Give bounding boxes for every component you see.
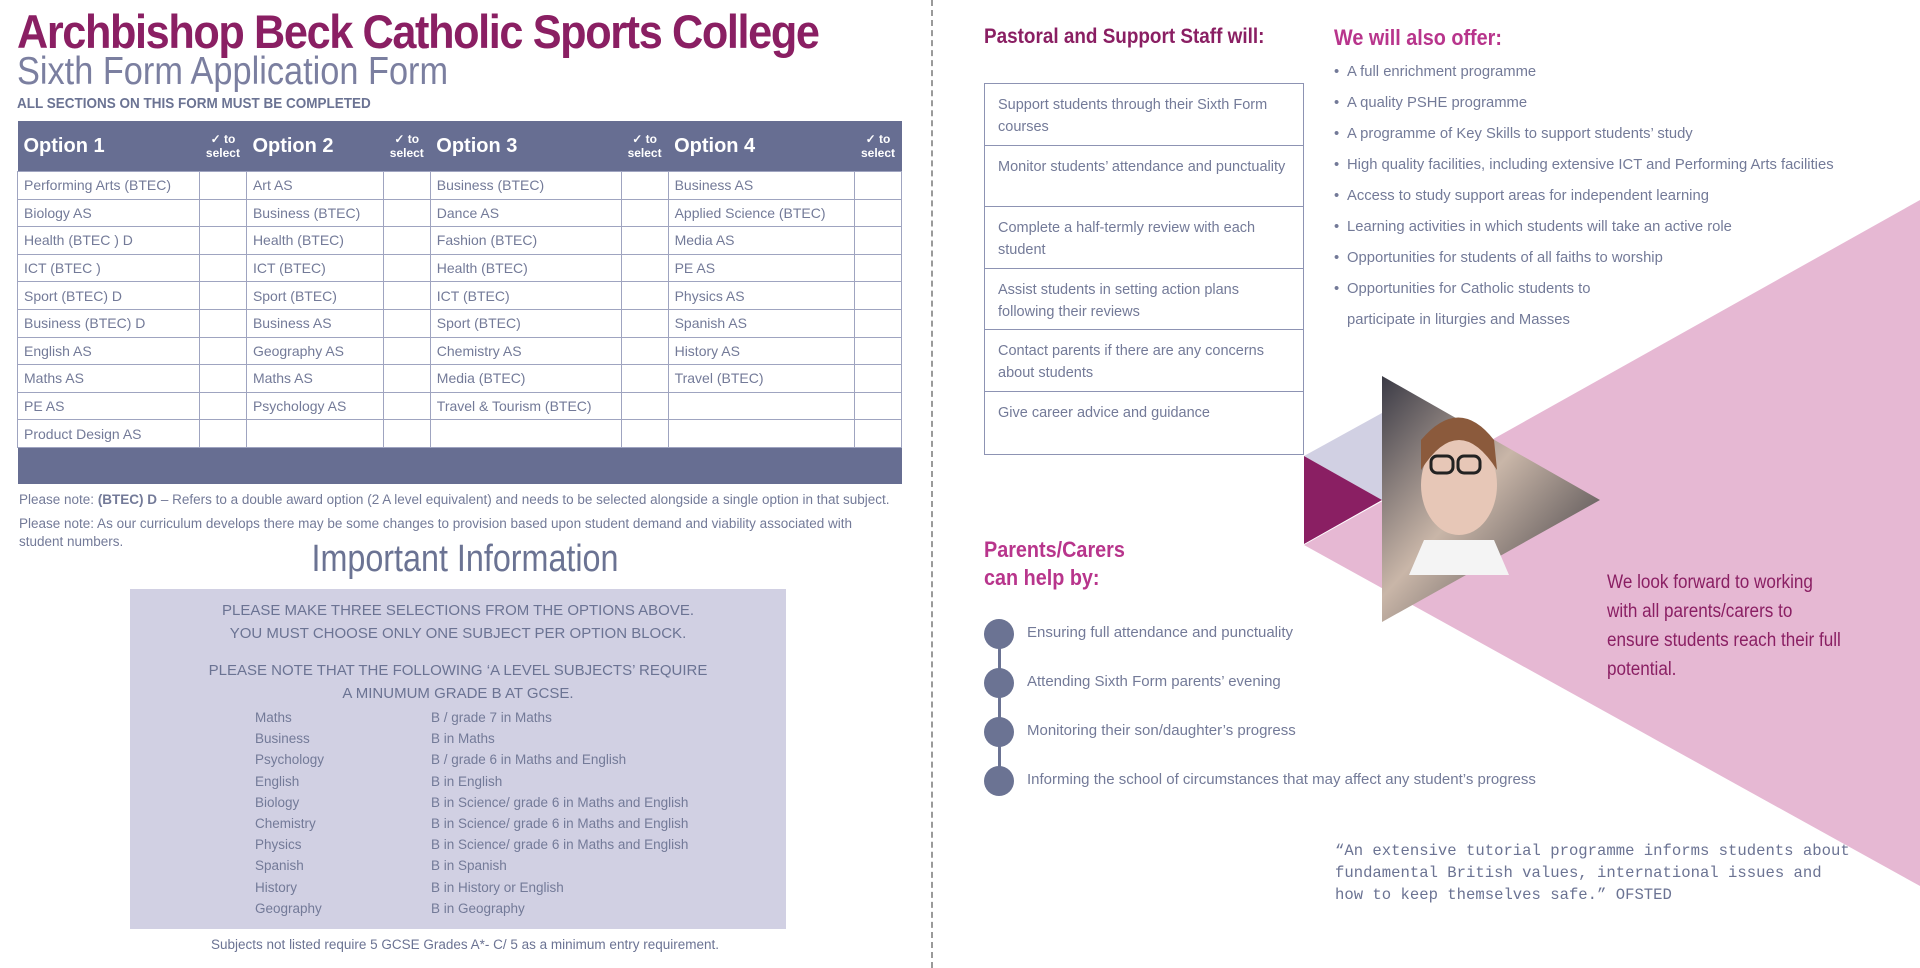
requirement-subject: Chemistry: [255, 815, 316, 831]
requirement-subject: Spanish: [255, 858, 304, 874]
important-line-4: A MINUMUM GRADE B AT GCSE.: [342, 685, 574, 702]
bullet-icon: •: [1334, 64, 1340, 80]
requirement-subject: History: [255, 879, 298, 895]
requirement-grade: B in Geography: [431, 900, 525, 916]
option-1-subject: Biology AS: [18, 199, 200, 227]
option-2-tick-box[interactable]: [383, 172, 430, 200]
offer-item-text: Learning activities in which students will take an active role: [1347, 219, 1732, 235]
option-3-tick-box[interactable]: [621, 365, 668, 393]
option-2-tick-box[interactable]: [383, 365, 430, 393]
option-2-subject: ICT (BTEC): [246, 254, 383, 282]
options-table: [17, 121, 902, 484]
important-info-heading: Important Information: [311, 538, 619, 580]
option-2-tick-box[interactable]: [383, 309, 430, 337]
requirement-subject: Business: [255, 731, 310, 747]
offer-item: [1334, 91, 1834, 122]
options-row: [18, 254, 902, 282]
option-3-tick-box[interactable]: [621, 309, 668, 337]
requirement-row: [255, 707, 688, 728]
option-1-tick-box[interactable]: [199, 172, 246, 200]
offer-item-text: participate in liturgies and Masses: [1347, 312, 1570, 328]
parents-heading-line-2: can help by:: [984, 565, 1100, 590]
important-info-box: [130, 589, 786, 929]
pastoral-item: Assist students in setting action plans following their reviews: [985, 269, 1303, 331]
option-2-tick-box[interactable]: [383, 392, 430, 420]
requirement-grade: B in Maths: [431, 731, 495, 747]
options-header-row: [18, 121, 902, 172]
entry-requirement-note: Subjects not listed require 5 GCSE Grades A*- C/ 5 as a minimum entry requirement.: [211, 937, 719, 952]
pastoral-item: Support students through their Sixth Form courses: [985, 84, 1303, 146]
offer-item: [1334, 277, 1834, 308]
parents-item-text: Ensuring full attendance and punctuality: [1027, 624, 1294, 641]
option-2-tick-box[interactable]: [383, 420, 430, 448]
form-title: Sixth Form Application Form: [17, 50, 449, 93]
option-1-subject: PE AS: [18, 392, 200, 420]
option-4-tick-box[interactable]: [855, 337, 902, 365]
option-1-subject: Sport (BTEC) D: [18, 282, 200, 310]
offer-heading: We will also offer:: [1334, 25, 1502, 50]
option-4-subject: PE AS: [668, 254, 854, 282]
option-3-subject: ICT (BTEC): [430, 282, 621, 310]
option-1-subject: Product Design AS: [18, 420, 200, 448]
curriculum-note: Please note: As our curriculum develops there may be some changes to provision based upon student demand and viability associated with student numbers.: [19, 516, 852, 549]
requirement-grade: B in English: [431, 773, 503, 789]
tick-header-3: ✓ to select: [621, 121, 668, 172]
offer-item-text: Opportunities for Catholic students to: [1347, 281, 1591, 297]
option-2-subject: Sport (BTEC): [246, 282, 383, 310]
option-2-tick-box[interactable]: [383, 227, 430, 255]
options-row: [18, 392, 902, 420]
options-footer-bar: [18, 447, 902, 484]
option-4-subject: Business AS: [668, 172, 854, 200]
offer-item: [1334, 153, 1834, 184]
option-1-tick-box[interactable]: [199, 254, 246, 282]
option-1-subject: English AS: [18, 337, 200, 365]
requirement-grade: B / grade 7 in Maths: [431, 710, 552, 725]
option-3-subject: Dance AS: [430, 199, 621, 227]
bullet-icon: •: [1334, 126, 1340, 142]
bullet-icon: •: [1334, 219, 1340, 235]
offer-item: [1334, 246, 1834, 277]
timeline-dot-icon: [984, 717, 1014, 747]
option-4-header: Option 4: [668, 121, 854, 172]
option-3-subject: Sport (BTEC): [430, 309, 621, 337]
options-row: [18, 309, 902, 337]
option-3-subject: Business (BTEC): [430, 172, 621, 200]
option-1-tick-box[interactable]: [199, 309, 246, 337]
school-name: Archbishop Beck Catholic Sports College: [17, 5, 819, 58]
option-4-subject: Applied Science (BTEC): [668, 199, 854, 227]
option-1-tick-box[interactable]: [199, 199, 246, 227]
btec-note: [19, 492, 890, 507]
option-4-tick-box[interactable]: [855, 309, 902, 337]
offer-item: [1334, 184, 1834, 215]
option-4-tick-box[interactable]: [855, 365, 902, 393]
important-line-2: YOU MUST CHOOSE ONLY ONE SUBJECT PER OPTION BLOCK.: [229, 625, 687, 642]
requirement-grade: B in Science/ grade 6 in Maths and English: [431, 815, 689, 831]
option-3-subject: Chemistry AS: [430, 337, 621, 365]
options-row: [18, 199, 902, 227]
option-2-tick-box[interactable]: [383, 282, 430, 310]
requirement-row: [255, 855, 688, 876]
all-sections-notice: ALL SECTIONS ON THIS FORM MUST BE COMPLETED: [17, 95, 371, 112]
option-2-subject: [246, 420, 383, 448]
option-4-tick-box[interactable]: [855, 172, 902, 200]
option-1-tick-box[interactable]: [199, 420, 246, 448]
option-4-subject: Media AS: [668, 227, 854, 255]
option-4-tick-box[interactable]: [855, 227, 902, 255]
offer-item: [1334, 122, 1834, 153]
option-1-subject: ICT (BTEC ): [18, 254, 200, 282]
option-4-tick-box[interactable]: [855, 199, 902, 227]
offer-item-text: High quality facilities, including extensive ICT and Performing Arts facilities: [1347, 157, 1834, 173]
fold-divider: [931, 0, 933, 968]
option-4-tick-box[interactable]: [855, 282, 902, 310]
option-1-tick-box[interactable]: [199, 227, 246, 255]
requirement-subject: Physics: [255, 837, 302, 853]
option-3-tick-box[interactable]: [621, 254, 668, 282]
option-3-tick-box[interactable]: [621, 172, 668, 200]
requirement-grade: B in Spanish: [431, 858, 507, 874]
requirement-subject: Psychology: [255, 752, 325, 768]
option-1-tick-box[interactable]: [199, 365, 246, 393]
requirement-subject: Biology: [255, 794, 300, 810]
requirement-grade: B in Science/ grade 6 in Maths and English: [431, 794, 689, 810]
option-2-subject: Geography AS: [246, 337, 383, 365]
parents-item-text: Monitoring their son/daughter’s progress: [1027, 722, 1296, 739]
option-2-subject: Business AS: [246, 309, 383, 337]
ofsted-quote: “An extensive tutorial programme informs students about fundamental British values, international issues and how to keep themselves safe.” OFSTED: [1335, 842, 1850, 904]
requirement-subject: Geography: [255, 900, 322, 916]
option-3-tick-box[interactable]: [621, 420, 668, 448]
btec-note-bold: (BTEC) D: [97, 492, 158, 507]
options-row: [18, 420, 902, 448]
option-4-subject: Physics AS: [668, 282, 854, 310]
pastoral-item: Contact parents if there are any concerns about students: [985, 330, 1303, 392]
timeline-dot-icon: [984, 668, 1014, 698]
option-4-tick-box[interactable]: [855, 420, 902, 448]
option-3-tick-box[interactable]: [621, 282, 668, 310]
support-panel: [934, 0, 1920, 968]
parents-item-text: Attending Sixth Form parents’ evening: [1027, 673, 1281, 690]
option-1-subject: Maths AS: [18, 365, 200, 393]
requirement-row: [255, 728, 688, 749]
requirement-row: [255, 898, 688, 919]
tick-header-4: ✓ to select: [855, 121, 902, 172]
requirement-row: [255, 834, 688, 855]
option-3-header: Option 3: [430, 121, 621, 172]
offer-item: [1334, 215, 1834, 246]
requirement-row: [255, 792, 688, 813]
offer-list: [1334, 60, 1834, 339]
requirement-subject: Maths: [255, 710, 292, 725]
tick-header-2: ✓ to select: [383, 121, 430, 172]
pastoral-item: Monitor students’ attendance and punctuality: [985, 146, 1303, 208]
option-4-subject: Travel (BTEC): [668, 365, 854, 393]
option-2-subject: Psychology AS: [246, 392, 383, 420]
offer-item-text: Opportunities for students of all faiths to worship: [1347, 250, 1663, 266]
option-3-subject: Fashion (BTEC): [430, 227, 621, 255]
option-3-subject: [430, 420, 621, 448]
option-3-tick-box[interactable]: [621, 337, 668, 365]
requirement-row: [255, 813, 688, 834]
requirement-grade: B in History or English: [431, 879, 564, 895]
pastoral-heading: Pastoral and Support Staff will:: [984, 25, 1265, 48]
bullet-icon: •: [1334, 95, 1340, 111]
bullet-icon: •: [1334, 157, 1340, 173]
option-2-subject: Art AS: [246, 172, 383, 200]
option-2-header: Option 2: [246, 121, 383, 172]
option-4-subject: [668, 420, 854, 448]
application-form-panel: [0, 0, 930, 968]
btec-note-prefix: Please note:: [19, 492, 98, 507]
requirement-subject: English: [255, 773, 300, 789]
options-footer-cell: [18, 447, 902, 484]
option-4-subject: Spanish AS: [668, 309, 854, 337]
option-4-tick-box[interactable]: [855, 254, 902, 282]
important-line-3: PLEASE NOTE THAT THE FOLLOWING ‘A LEVEL SUBJECTS’ REQUIRE: [208, 662, 708, 679]
option-3-tick-box[interactable]: [621, 227, 668, 255]
pastoral-duties-box: [984, 83, 1304, 455]
parents-timeline-line: [998, 634, 1001, 781]
option-1-subject: Health (BTEC ) D: [18, 227, 200, 255]
timeline-dot-icon: [984, 766, 1014, 796]
requirement-row: [255, 771, 688, 792]
option-2-subject: Business (BTEC): [246, 199, 383, 227]
options-row: [18, 227, 902, 255]
option-1-subject: Performing Arts (BTEC): [18, 172, 200, 200]
bullet-icon: •: [1334, 188, 1340, 204]
option-2-tick-box[interactable]: [383, 254, 430, 282]
bullet-icon: •: [1334, 281, 1340, 297]
look-forward-text: We look forward to working with all parents/carers to ensure students reach their full potential.: [1607, 572, 1841, 680]
options-row: [18, 282, 902, 310]
option-2-tick-box[interactable]: [383, 199, 430, 227]
option-1-tick-box[interactable]: [199, 282, 246, 310]
option-4-subject: [668, 392, 854, 420]
important-line-1: PLEASE MAKE THREE SELECTIONS FROM THE OPTIONS ABOVE.: [221, 602, 695, 619]
options-table-body: [18, 172, 902, 484]
option-3-tick-box[interactable]: [621, 392, 668, 420]
offer-item-text: A full enrichment programme: [1347, 64, 1537, 80]
student-collar: [1409, 540, 1509, 575]
offer-item: [1334, 308, 1834, 339]
requirement-row: [255, 877, 688, 898]
option-2-subject: Health (BTEC): [246, 227, 383, 255]
option-3-subject: Media (BTEC): [430, 365, 621, 393]
offer-item: [1334, 60, 1834, 91]
options-row: [18, 337, 902, 365]
option-3-subject: Travel & Tourism (BTEC): [430, 392, 621, 420]
options-row: [18, 365, 902, 393]
parents-item-text: Informing the school of circumstances that may affect any student’s progress: [1027, 771, 1536, 788]
requirement-grade: B / grade 6 in Maths and English: [431, 752, 627, 768]
pastoral-item: Complete a half-termly review with each student: [985, 207, 1303, 269]
grade-requirements-list: [255, 707, 688, 919]
option-4-tick-box[interactable]: [855, 392, 902, 420]
option-4-subject: History AS: [668, 337, 854, 365]
bullet-icon: •: [1334, 250, 1340, 266]
options-row: [18, 172, 902, 200]
offer-item-text: A quality PSHE programme: [1347, 95, 1528, 111]
option-1-header: Option 1: [18, 121, 200, 172]
option-2-tick-box[interactable]: [383, 337, 430, 365]
offer-item-text: Access to study support areas for independent learning: [1347, 188, 1709, 204]
option-3-subject: Health (BTEC): [430, 254, 621, 282]
requirement-grade: B in Science/ grade 6 in Maths and English: [431, 837, 689, 853]
requirement-row: [255, 749, 688, 770]
offer-item-text: A programme of Key Skills to support students’ study: [1347, 126, 1693, 142]
btec-note-text: – Refers to a double award option (2 A level equivalent) and needs to be selected alongside a single option in that subject.: [157, 492, 890, 507]
tick-header-1: ✓ to select: [199, 121, 246, 172]
option-1-tick-box[interactable]: [199, 337, 246, 365]
option-1-subject: Business (BTEC) D: [18, 309, 200, 337]
option-3-tick-box[interactable]: [621, 199, 668, 227]
parents-heading-line-1: Parents/Carers: [984, 537, 1125, 562]
parents-heading: [984, 536, 1125, 592]
timeline-dot-icon: [984, 619, 1014, 649]
option-1-tick-box[interactable]: [199, 392, 246, 420]
pastoral-item: Give career advice and guidance: [998, 404, 1210, 421]
option-2-subject: Maths AS: [246, 365, 383, 393]
